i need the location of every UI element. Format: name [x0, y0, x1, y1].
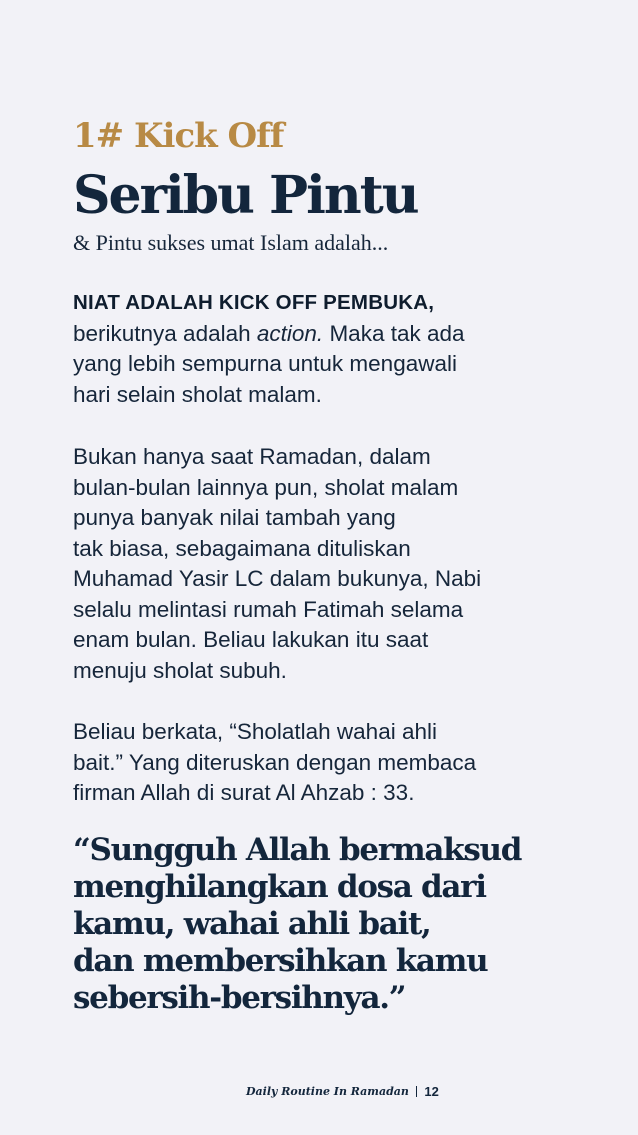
quote-line: “Sungguh Allah bermaksud	[73, 832, 522, 868]
paragraph-line: hari selain sholat malam.	[73, 381, 322, 407]
quote-line: dan membersihkan kamu	[73, 943, 488, 979]
paragraph-line: menuju sholat subuh.	[73, 657, 287, 683]
paragraph-line: punya banyak nilai tambah yang	[73, 505, 396, 530]
text-run: Maka tak ada	[323, 320, 465, 346]
emphasis-text: action.	[256, 320, 324, 346]
page-footer	[246, 1084, 439, 1099]
paragraph-line: bait.” Yang diteruskan dengan membaca	[73, 749, 477, 775]
paragraph-line: firman Allah di surat Al Ahzab : 33.	[73, 780, 415, 805]
page-subtitle: & Pintu sukses umat Islam adalah...	[73, 230, 389, 255]
paragraph-line	[73, 319, 593, 350]
footer-divider	[416, 1086, 418, 1097]
chapter-kicker: 1# Kick Off	[73, 116, 284, 156]
paragraph-story	[73, 442, 593, 686]
text-run: berikutnya adalah	[73, 320, 257, 346]
paragraph-line: enam bulan. Beliau lakukan itu saat	[73, 627, 429, 652]
footer-book-title: Daily Routine In Ramadan	[246, 1085, 409, 1098]
paragraph-saying	[73, 717, 593, 809]
paragraph-line: yang lebih sempurna untuk mengawali	[73, 351, 457, 376]
quote-line: kamu, wahai ahli bait,	[73, 906, 431, 942]
paragraph-line: Beliau berkata, “Sholatlah wahai ahli	[73, 719, 437, 744]
paragraph-line: Bukan hanya saat Ramadan, dalam	[73, 444, 431, 469]
page-number: 12	[424, 1084, 439, 1099]
paragraph-intro	[73, 288, 593, 410]
paragraph-line: tak biasa, sebagaimana dituliskan	[73, 535, 411, 561]
paragraph-line: Muhamad Yasir LC dalam bukunya, Nabi	[73, 566, 482, 591]
paragraph-line: selalu melintasi rumah Fatimah selama	[73, 596, 464, 622]
quote-line: sebersih-bersihnya.”	[73, 980, 406, 1016]
quote-line: menghilangkan dosa dari	[73, 869, 486, 905]
paragraph-lead: NIAT ADALAH KICK OFF PEMBUKA,	[73, 291, 435, 314]
paragraph-line: bulan-bulan lainnya pun, sholat malam	[73, 474, 459, 500]
page-title: Seribu Pintu	[73, 165, 418, 226]
pull-quote	[73, 832, 593, 1017]
